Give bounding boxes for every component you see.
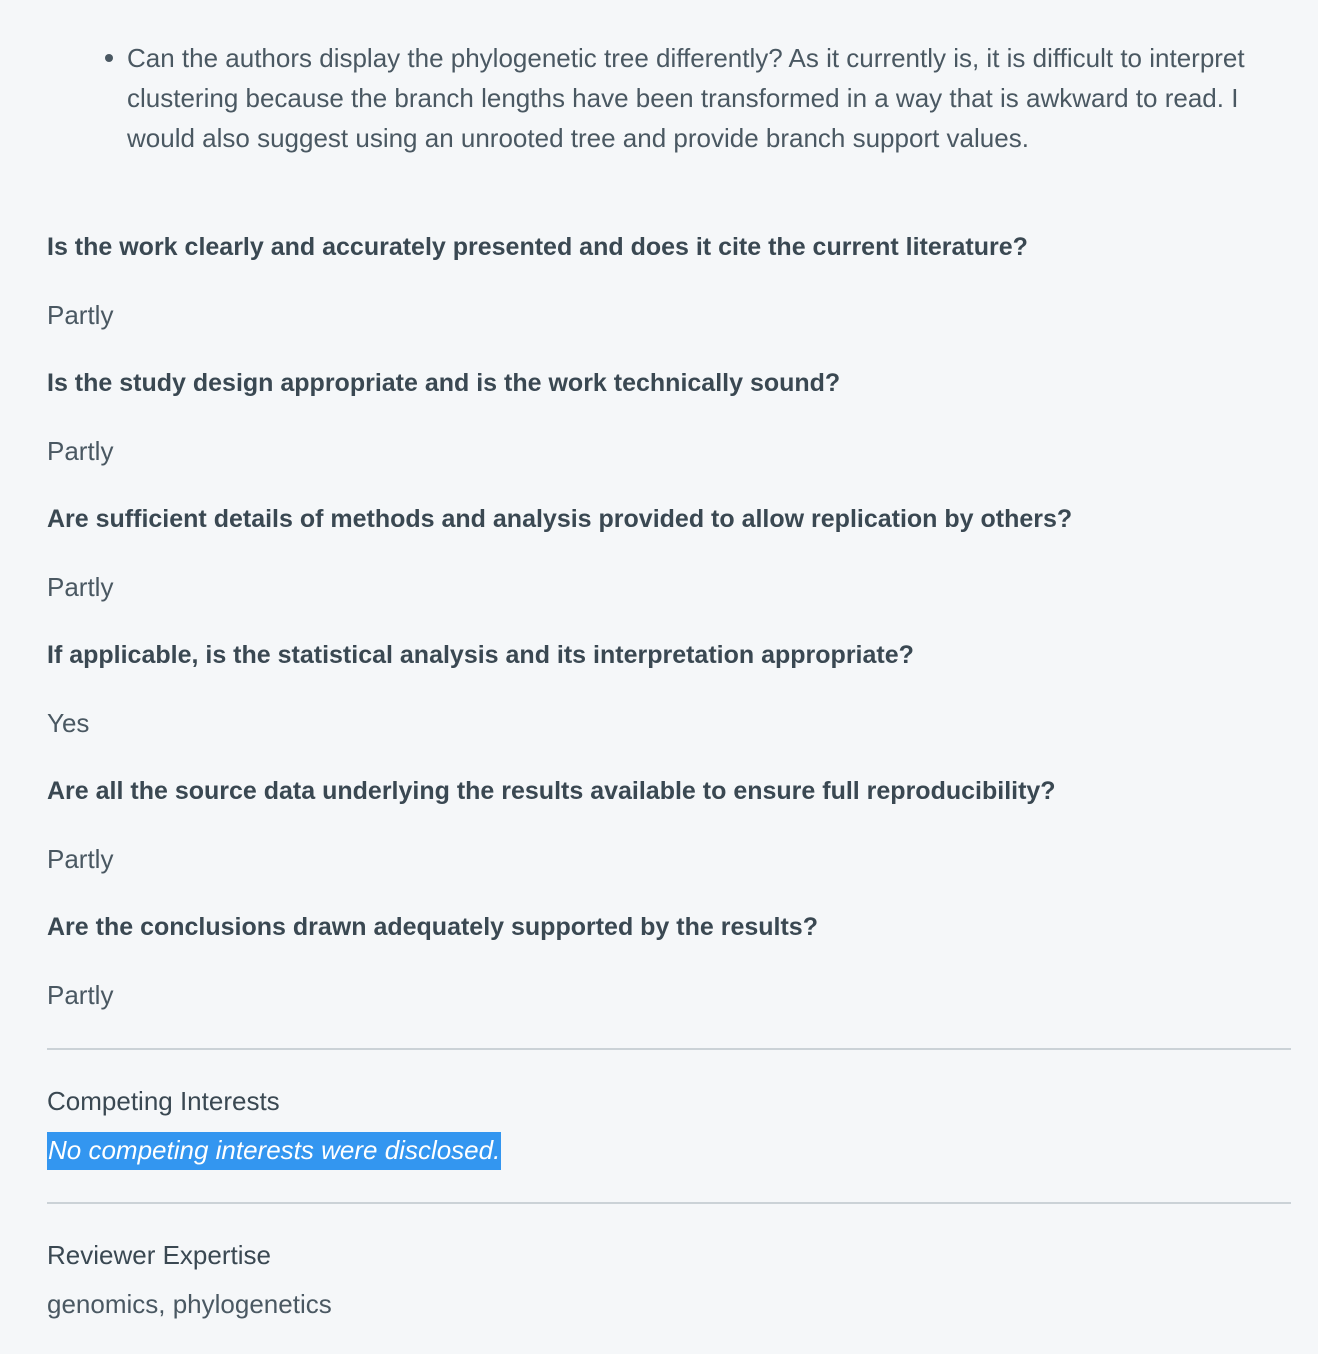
question-block-statistics — [47, 640, 1291, 738]
question-block-conclusions — [47, 912, 1291, 1010]
question-text: Is the study design appropriate and is the work technically sound? — [47, 369, 841, 397]
answer-text: Partly — [47, 980, 114, 1010]
answer-text: Partly — [47, 844, 114, 874]
question-block-source-data — [47, 776, 1291, 874]
question-block-methods — [47, 504, 1291, 602]
answer-text: Partly — [47, 436, 114, 466]
bullet-dot-icon — [105, 54, 113, 62]
competing-interests-label: Competing Interests — [47, 1086, 280, 1116]
review-comment-list — [0, 38, 1247, 158]
section-divider — [47, 1048, 1291, 1050]
reviewer-expertise-label: Reviewer Expertise — [47, 1240, 271, 1270]
review-comment-item — [127, 38, 1247, 158]
question-block-study-design — [47, 368, 1291, 466]
answer-text: Partly — [47, 572, 114, 602]
question-text: Is the work clearly and accurately presented and does it cite the current literature? — [47, 233, 1028, 261]
question-text: Are all the source data underlying the results available to ensure full reproducibility? — [47, 777, 1056, 805]
competing-interests-text[interactable]: No competing interests were disclosed. — [47, 1132, 501, 1170]
review-comment-text: Can the authors display the phylogenetic tree differently? As it currently is, it is difficult to interpret clustering because the branch lengths have been transformed in a way that is awkward to read. I would also suggest using an unrooted tree and provide branch support values. — [127, 43, 1245, 153]
answer-text: Yes — [47, 708, 90, 738]
question-text: Are sufficient details of methods and analysis provided to allow replication by others? — [47, 505, 1073, 533]
reviewer-expertise-text: genomics, phylogenetics — [47, 1289, 332, 1319]
question-text: Are the conclusions drawn adequately supported by the results? — [47, 913, 818, 941]
section-divider — [47, 1202, 1291, 1204]
question-text: If applicable, is the statistical analysis and its interpretation appropriate? — [47, 641, 914, 669]
question-block-literature — [47, 232, 1291, 330]
answer-text: Partly — [47, 300, 114, 330]
